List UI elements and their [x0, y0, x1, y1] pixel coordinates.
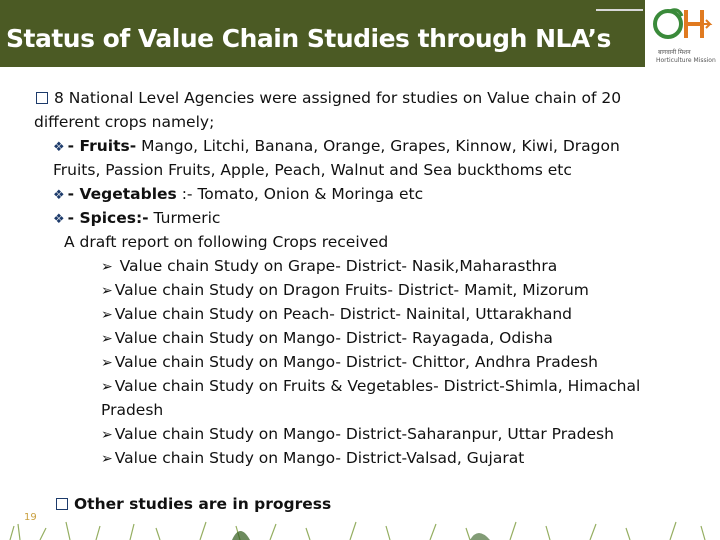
spices-text: Turmeric	[148, 209, 221, 227]
logo-caption-english: Horticulture Mission	[656, 57, 716, 64]
fruits-text: Mango, Litchi, Banana, Orange, Grapes, Kinnow, Kiwi, Dragon	[136, 137, 620, 155]
vegetables-text: :- Tomato, Onion & Moringa etc	[176, 185, 424, 203]
arrow-bullet-icon: ➢	[101, 307, 113, 323]
study-text: Value chain Study on Dragon Fruits- District- Mamit, Mizorum	[114, 281, 589, 299]
study-text: Value chain Study on Mango- District- Chittor, Andhra Pradesh	[114, 353, 598, 371]
grass-decoration-icon	[0, 500, 720, 540]
intro-line	[36, 88, 621, 108]
slide-title: Status of Value Chain Studies through NLA’s	[6, 24, 611, 53]
logo-caption-hindi: बागवानी मिशन	[658, 49, 691, 56]
study-item	[101, 424, 614, 445]
study-item	[101, 280, 589, 301]
study-text: Value chain Study on Mango- District-Saharanpur, Uttar Pradesh	[114, 425, 614, 443]
intro-line-2: different crops namely;	[34, 113, 215, 131]
arrow-bullet-icon: ➢	[101, 331, 113, 347]
spices-label: - Spices:-	[67, 209, 149, 227]
arrow-bullet-icon: ➢	[101, 259, 113, 275]
arrow-bullet-icon: ➢	[101, 355, 113, 371]
diamond-bullet-icon: ❖	[53, 212, 65, 227]
diamond-bullet-icon: ❖	[53, 188, 65, 203]
arrow-bullet-icon: ➢	[101, 379, 113, 395]
study-item-wrap: Pradesh	[101, 401, 164, 419]
study-text: Value chain Study on Mango- District-Valsad, Gujarat	[114, 449, 525, 467]
arrow-bullet-icon: ➢	[101, 451, 113, 467]
study-item	[101, 256, 557, 277]
study-text: Value chain Study on Peach- District- Nainital, Uttarakhand	[114, 305, 573, 323]
vegetables-line	[53, 184, 423, 206]
intro-text: 8 National Level Agencies were assigned for studies on Value chain of 20	[54, 89, 622, 107]
fruits-line	[53, 136, 620, 158]
fruits-line-2: Fruits, Passion Fruits, Apple, Peach, Walnut and Sea buckthoms etc	[53, 161, 572, 179]
study-item	[101, 448, 524, 469]
study-text: Value chain Study on Grape- District- Nasik,Maharasthra	[114, 257, 558, 275]
checkbox-bullet-icon	[36, 92, 48, 104]
study-text: Value chain Study on Mango- District- Rayagada, Odisha	[114, 329, 553, 347]
other-studies-text: Other studies are in progress	[74, 495, 332, 513]
study-item	[101, 376, 640, 397]
arrow-bullet-icon: ➢	[101, 427, 113, 443]
arrow-bullet-icon: ➢	[101, 283, 113, 299]
fruits-label: - Fruits-	[67, 137, 137, 155]
study-text: Value chain Study on Fruits & Vegetables- District-Shimla, Himachal	[114, 377, 641, 395]
study-item	[101, 352, 598, 373]
study-item	[101, 328, 553, 349]
draft-report-line: A draft report on following Crops received	[64, 233, 389, 251]
page-number: 19	[24, 512, 37, 523]
vegetables-label: - Vegetables	[67, 185, 177, 203]
study-item	[101, 304, 572, 325]
spices-line	[53, 208, 220, 230]
diamond-bullet-icon: ❖	[53, 140, 65, 155]
